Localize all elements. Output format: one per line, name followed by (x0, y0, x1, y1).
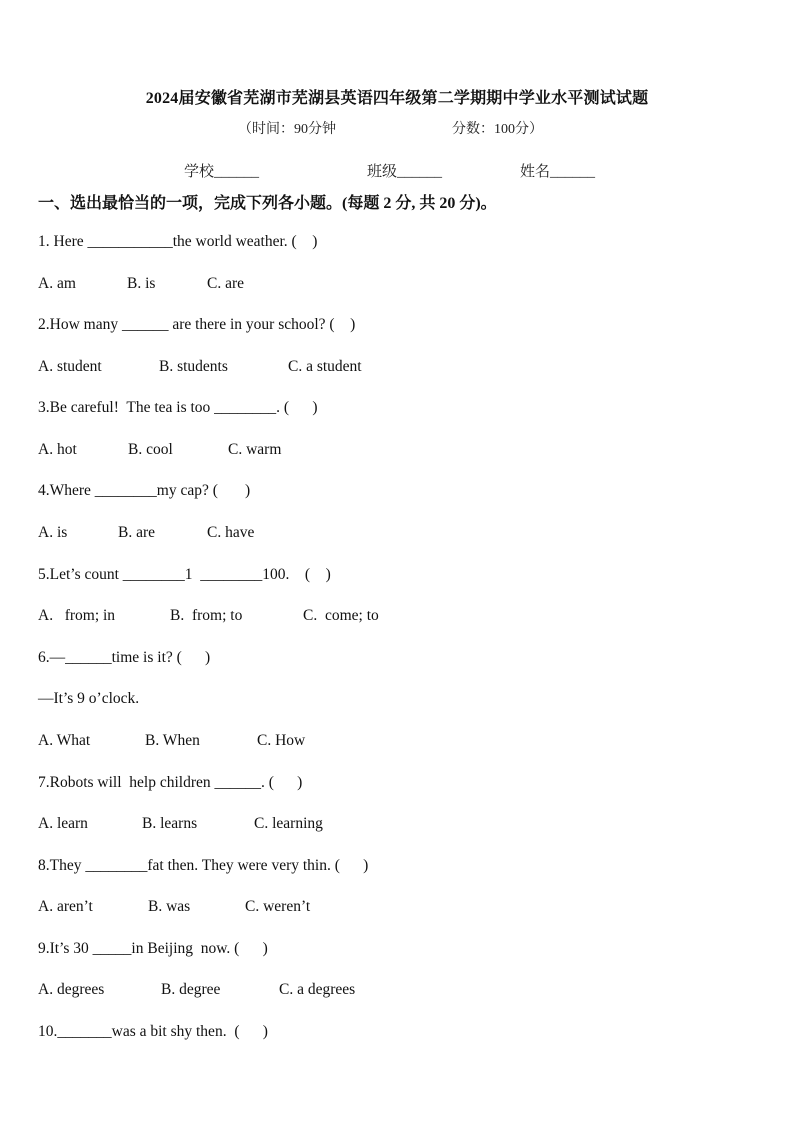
option-a: A. student (38, 358, 102, 375)
question-stem: 5.Let’s count ________1 ________100. ( ) (38, 566, 331, 583)
option-a: A. hot (38, 441, 77, 458)
question-stem: 2.How many ______ are there in your school? ( ) (38, 316, 356, 333)
option-a: A. aren’t (38, 898, 93, 915)
question-stem: 6.—______time is it? ( ) (38, 649, 211, 666)
question-stem: 8.They ________fat then. They were very thin. ( ) (38, 857, 369, 874)
option-b: B. is (127, 275, 156, 292)
name-field: 姓名______ (520, 164, 596, 180)
section-heading: 一、选出最恰当的一项，完成下列各小题。(每题 2 分, 共 20 分)。 (38, 195, 497, 212)
option-a: A. is (38, 524, 68, 541)
option-c: C. a degrees (279, 981, 356, 998)
option-b: B. degree (161, 981, 221, 998)
question-stem: 4.Where ________my cap? ( ) (38, 482, 251, 499)
option-a: A. from; in (38, 607, 116, 624)
question-dialogue: —It’s 9 o’clock. (38, 690, 140, 707)
option-c: C. have (207, 524, 255, 541)
school-field: 学校______ (184, 164, 260, 180)
exam-time: （时间：90分钟 (238, 122, 336, 137)
option-c: C. weren’t (245, 898, 311, 915)
question-stem: 10._______was a bit shy then. ( ) (38, 1023, 268, 1040)
option-a: A. What (38, 732, 91, 749)
option-b: B. students (159, 358, 228, 375)
option-b: B. was (148, 898, 191, 915)
option-a: A. am (38, 275, 76, 292)
option-a: A. degrees (38, 981, 105, 998)
question-stem: 7.Robots will help children ______. ( ) (38, 774, 303, 791)
question-stem: 3.Be careful! The tea is too ________. ( ) (38, 399, 318, 416)
question-stem: 1. Here ___________the world weather. ( ) (38, 233, 318, 250)
option-b: B. cool (128, 441, 173, 458)
exam-score: 分数：100分） (452, 122, 543, 137)
option-b: B. learns (142, 815, 198, 832)
option-c: C. come; to (303, 607, 379, 624)
option-b: B. from; to (170, 607, 243, 624)
option-b: B. When (145, 732, 200, 749)
option-c: C. learning (254, 815, 323, 832)
option-c: C. warm (228, 441, 282, 458)
option-c: C. How (257, 732, 306, 749)
option-c: C. a student (288, 358, 362, 375)
class-field: 班级______ (367, 164, 443, 180)
page-title: 2024届安徽省芜湖市芜湖县英语四年级第二学期期中学业水平测试试题 (145, 90, 649, 107)
option-b: B. are (118, 524, 156, 541)
option-c: C. are (207, 275, 245, 292)
option-a: A. learn (38, 815, 88, 832)
question-stem: 9.It’s 30 _____in Beijing now. ( ) (38, 940, 268, 957)
